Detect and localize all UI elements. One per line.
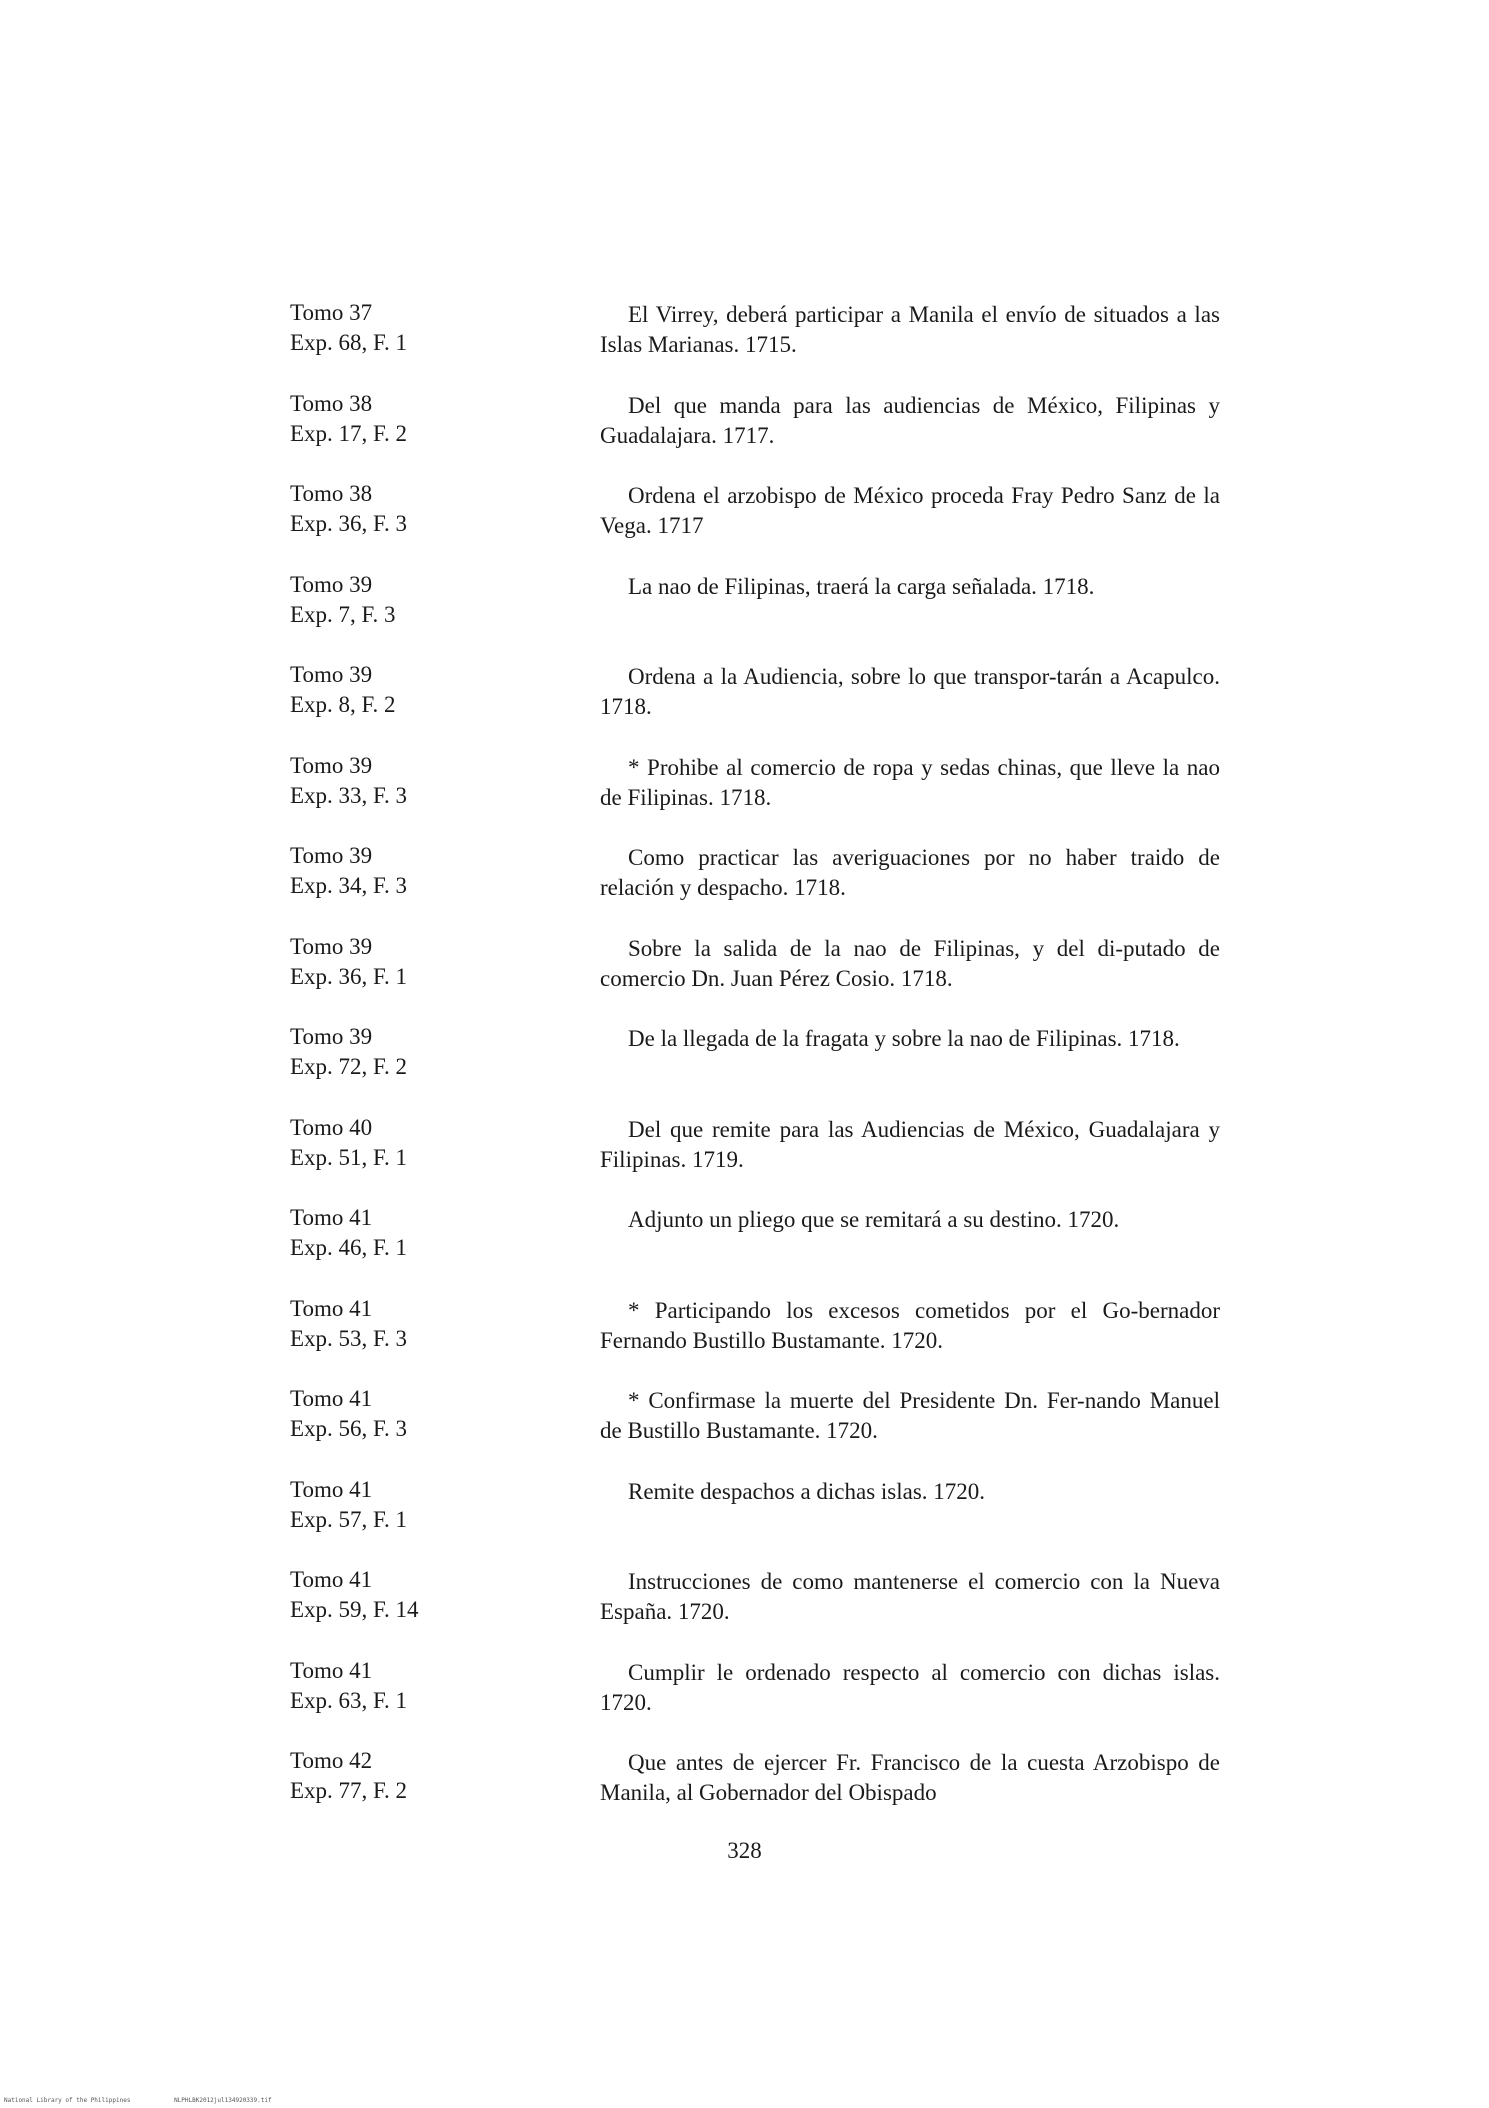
entry-expediente: Exp. 68, F. 1 xyxy=(290,330,407,355)
entry-reference xyxy=(290,751,580,811)
entry-tomo: Tomo 40 xyxy=(290,1114,373,1140)
catalog-entry xyxy=(290,1294,1220,1385)
entry-reference xyxy=(290,1203,580,1263)
catalog-entry xyxy=(290,841,1220,932)
entry-reference xyxy=(290,298,580,358)
entry-tomo: Tomo 39 xyxy=(290,752,373,778)
entry-expediente: Exp. 53, F. 3 xyxy=(290,1325,407,1351)
entry-reference xyxy=(290,1475,580,1535)
entry-reference xyxy=(290,841,580,901)
catalog-entry xyxy=(290,298,1220,389)
entry-reference xyxy=(290,660,580,720)
entry-description: Del que manda para las audiencias de México, Filipinas y Guadalajara. 1717. xyxy=(600,392,1220,448)
entry-description: De la llegada de la fragata y sobre la nao de Filipinas. 1718. xyxy=(628,1026,1180,1051)
catalog-entry xyxy=(290,389,1220,480)
entry-reference xyxy=(290,932,580,992)
entry-reference xyxy=(290,1565,580,1625)
catalog-entry xyxy=(290,660,1220,751)
entry-expediente: Exp. 51, F. 1 xyxy=(290,1144,407,1170)
catalog-entry xyxy=(290,1203,1220,1294)
entry-tomo: Tomo 41 xyxy=(290,1386,373,1411)
catalog-entry xyxy=(290,1565,1220,1656)
catalog-entries xyxy=(290,298,1220,1837)
entry-reference xyxy=(290,1022,580,1082)
catalog-entry xyxy=(290,1746,1220,1837)
entry-tomo: Tomo 41 xyxy=(290,1657,373,1683)
entry-expediente: Exp. 8, F. 2 xyxy=(290,692,396,717)
footer-filename: NLPHLBK2012jul134920339.tif xyxy=(174,2097,272,2104)
entry-expediente: Exp. 59, F. 14 xyxy=(290,1597,419,1622)
entry-expediente: Exp. 72, F. 2 xyxy=(290,1054,407,1079)
entry-expediente: Exp. 34, F. 3 xyxy=(290,873,407,898)
catalog-entry xyxy=(290,1475,1220,1566)
catalog-entry xyxy=(290,1656,1220,1747)
entry-tomo: Tomo 38 xyxy=(290,390,373,416)
entry-expediente: Exp. 56, F. 3 xyxy=(290,1416,407,1441)
entry-tomo: Tomo 39 xyxy=(290,1024,373,1049)
entry-tomo: Tomo 39 xyxy=(290,843,373,868)
entry-description: Del que remite para las Audiencias de México, Guadalajara y Filipinas. 1719. xyxy=(600,1116,1220,1172)
entry-tomo: Tomo 41 xyxy=(290,1205,373,1230)
entry-expediente: Exp. 33, F. 3 xyxy=(290,782,407,808)
page-number: 328 xyxy=(727,1838,762,1863)
catalog-entry xyxy=(290,479,1220,570)
entry-description: Que antes de ejercer Fr. Francisco de la cuesta Arzobispo de Manila, al Gobernador del Obispado xyxy=(600,1750,1220,1805)
entry-reference xyxy=(290,389,580,449)
entry-description: Ordena a la Audiencia, sobre lo que transpor-tarán a Acapulco. 1718. xyxy=(600,664,1220,719)
entry-description: Ordena el arzobispo de México proceda Fray Pedro Sanz de la Vega. 1717 xyxy=(600,483,1220,538)
entry-expediente: Exp. 77, F. 2 xyxy=(290,1778,407,1803)
entry-tomo: Tomo 38 xyxy=(290,481,373,506)
footer-library: National Library of the Philippines xyxy=(4,2097,131,2104)
entry-expediente: Exp. 36, F. 3 xyxy=(290,511,407,536)
catalog-entry xyxy=(290,1113,1220,1204)
entry-description: El Virrey, deberá participar a Manila el envío de situados a las Islas Marianas. 1715. xyxy=(600,302,1220,357)
entry-description: Instrucciones de como mantenerse el comercio con la Nueva España. 1720. xyxy=(600,1569,1220,1624)
catalog-entry xyxy=(290,570,1220,661)
entry-tomo: Tomo 41 xyxy=(290,1476,373,1502)
entry-reference xyxy=(290,1294,580,1354)
entry-tomo: Tomo 41 xyxy=(290,1567,373,1592)
entry-description: Sobre la salida de la nao de Filipinas, y del di-putado de comercio Dn. Juan Pérez Cosio. 1718. xyxy=(600,935,1220,991)
entry-reference xyxy=(290,1656,580,1716)
entry-description: La nao de Filipinas, traerá la carga señalada. 1718. xyxy=(628,573,1095,599)
entry-tomo: Tomo 39 xyxy=(290,933,373,959)
entry-expediente: Exp. 46, F. 1 xyxy=(290,1235,407,1260)
entry-expediente: Exp. 63, F. 1 xyxy=(290,1687,407,1713)
entry-tomo: Tomo 39 xyxy=(290,662,373,687)
entry-expediente: Exp. 36, F. 1 xyxy=(290,963,407,989)
entry-description: Como practicar las averiguaciones por no haber traido de relación y despacho. 1718. xyxy=(600,845,1220,900)
entry-reference xyxy=(290,1746,580,1806)
entry-description: Remite despachos a dichas islas. 1720. xyxy=(628,1478,986,1504)
entry-expediente: Exp. 7, F. 3 xyxy=(290,601,396,627)
entry-tomo: Tomo 42 xyxy=(290,1748,373,1773)
entry-reference xyxy=(290,1113,580,1173)
scan-footer xyxy=(4,2097,312,2104)
catalog-entry xyxy=(290,1022,1220,1113)
entry-description: Cumplir le ordenado respecto al comercio con dichas islas. 1720. xyxy=(600,1659,1220,1715)
entry-description: Adjunto un pliego que se remitará a su destino. 1720. xyxy=(628,1207,1120,1232)
entry-description: * Participando los excesos cometidos por el Go-bernador Fernando Bustillo Bustamante. 1720. xyxy=(600,1297,1220,1353)
entry-tomo: Tomo 37 xyxy=(290,300,373,325)
catalog-entry xyxy=(290,751,1220,842)
entry-description: * Confirmase la muerte del Presidente Dn. Fer-nando Manuel de Bustillo Bustamante. 1720. xyxy=(600,1388,1220,1443)
entry-reference xyxy=(290,479,580,539)
catalog-entry xyxy=(290,1384,1220,1475)
entry-reference xyxy=(290,1384,580,1444)
entry-reference xyxy=(290,570,580,630)
entry-tomo: Tomo 41 xyxy=(290,1295,373,1321)
entry-expediente: Exp. 17, F. 2 xyxy=(290,420,407,446)
catalog-entry xyxy=(290,932,1220,1023)
entry-tomo: Tomo 39 xyxy=(290,571,373,597)
entry-expediente: Exp. 57, F. 1 xyxy=(290,1506,407,1532)
entry-description: * Prohibe al comercio de ropa y sedas chinas, que lleve la nao de Filipinas. 1718. xyxy=(600,754,1220,810)
